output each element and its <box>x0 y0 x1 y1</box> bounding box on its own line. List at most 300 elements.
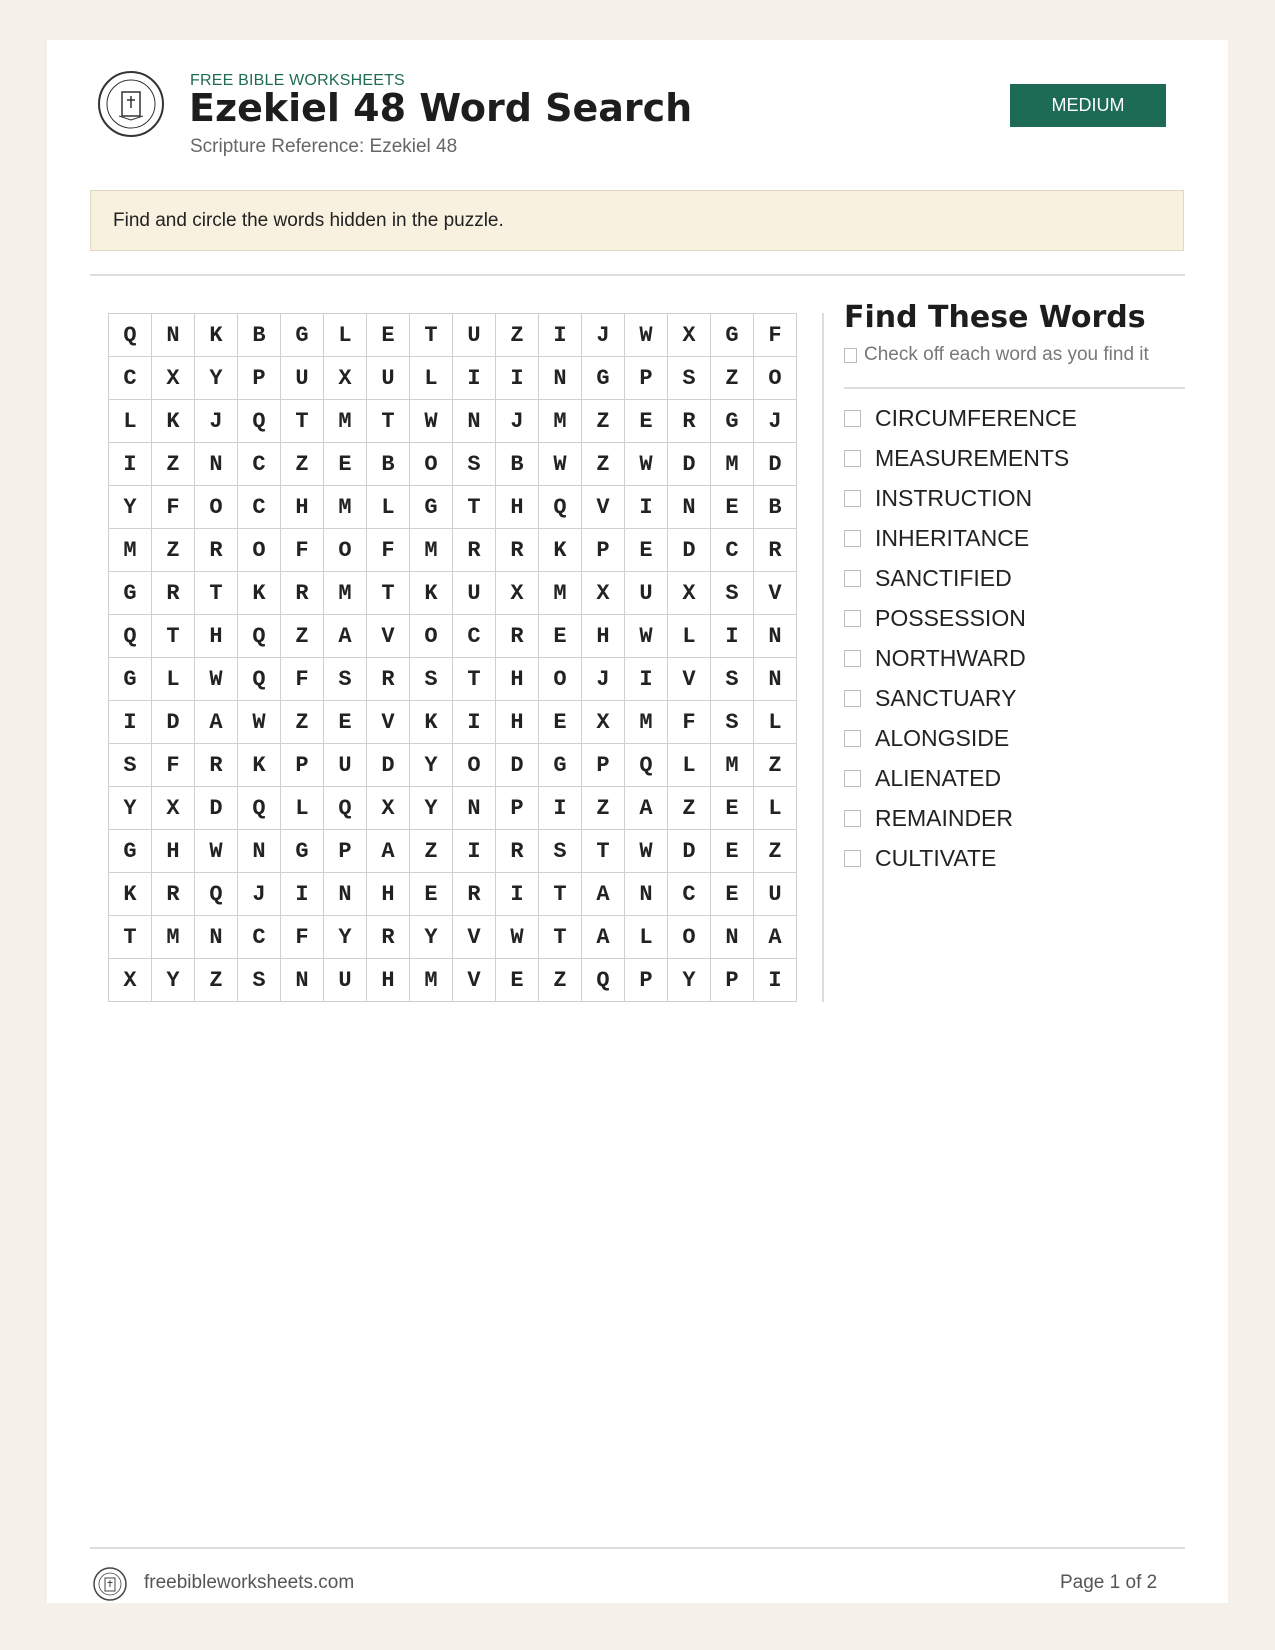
grid-cell[interactable]: D <box>496 744 539 787</box>
grid-cell[interactable]: R <box>496 529 539 572</box>
grid-cell[interactable]: X <box>582 572 625 615</box>
grid-cell[interactable]: L <box>754 701 797 744</box>
word-label: ALONGSIDE <box>875 724 1010 751</box>
grid-cell[interactable]: Z <box>582 787 625 830</box>
grid-cell[interactable]: F <box>152 486 195 529</box>
grid-cell[interactable]: Y <box>109 787 152 830</box>
grid-cell[interactable]: L <box>324 314 367 357</box>
grid-cell[interactable]: W <box>625 830 668 873</box>
grid-cell[interactable]: P <box>625 959 668 1002</box>
grid-cell[interactable]: B <box>367 443 410 486</box>
grid-cell[interactable]: W <box>539 443 582 486</box>
grid-cell[interactable]: S <box>238 959 281 1002</box>
divider <box>90 274 1185 276</box>
grid-cell[interactable]: A <box>324 615 367 658</box>
grid-cell[interactable]: D <box>668 443 711 486</box>
grid-cell[interactable]: Q <box>238 615 281 658</box>
grid-row <box>109 572 797 615</box>
grid-cell[interactable]: K <box>238 744 281 787</box>
grid-cell[interactable]: I <box>496 357 539 400</box>
grid-cell[interactable]: W <box>625 615 668 658</box>
grid-cell[interactable]: X <box>109 959 152 1002</box>
grid-cell[interactable]: F <box>281 529 324 572</box>
grid-cell[interactable]: F <box>754 314 797 357</box>
grid-cell[interactable]: N <box>754 615 797 658</box>
word-list-item <box>844 678 1077 718</box>
grid-cell[interactable]: L <box>367 486 410 529</box>
page-title: Ezekiel 48 Word Search <box>189 86 693 130</box>
grid-cell[interactable]: R <box>152 572 195 615</box>
grid-cell[interactable]: K <box>539 529 582 572</box>
grid-cell[interactable]: J <box>754 400 797 443</box>
word-list-item <box>844 518 1077 558</box>
grid-cell[interactable]: P <box>496 787 539 830</box>
grid-cell[interactable]: P <box>625 357 668 400</box>
grid-cell[interactable]: W <box>238 701 281 744</box>
grid-cell[interactable]: W <box>410 400 453 443</box>
grid-cell[interactable]: Q <box>324 787 367 830</box>
grid-cell[interactable]: S <box>711 572 754 615</box>
grid-cell[interactable]: R <box>453 529 496 572</box>
grid-cell[interactable]: N <box>453 400 496 443</box>
grid-cell[interactable]: T <box>281 400 324 443</box>
grid-cell[interactable]: O <box>754 357 797 400</box>
grid-cell[interactable]: G <box>109 658 152 701</box>
checkbox-icon <box>844 348 857 363</box>
grid-cell[interactable]: U <box>453 572 496 615</box>
grid-cell[interactable]: Z <box>582 443 625 486</box>
grid-cell[interactable]: N <box>195 443 238 486</box>
grid-cell[interactable]: E <box>410 873 453 916</box>
grid-cell[interactable]: M <box>410 959 453 1002</box>
grid-cell[interactable]: S <box>109 744 152 787</box>
grid-cell[interactable]: P <box>582 529 625 572</box>
grid-cell[interactable]: T <box>367 572 410 615</box>
word-checkbox[interactable] <box>844 730 861 747</box>
grid-cell[interactable]: D <box>195 787 238 830</box>
grid-cell[interactable]: L <box>754 787 797 830</box>
grid-cell[interactable]: H <box>195 615 238 658</box>
grid-cell[interactable]: H <box>152 830 195 873</box>
grid-cell[interactable]: G <box>582 357 625 400</box>
grid-cell[interactable]: C <box>238 443 281 486</box>
grid-cell[interactable]: V <box>754 572 797 615</box>
grid-cell[interactable]: K <box>410 701 453 744</box>
grid-cell[interactable]: M <box>152 916 195 959</box>
word-checkbox[interactable] <box>844 850 861 867</box>
grid-cell[interactable]: J <box>496 400 539 443</box>
grid-cell[interactable]: N <box>195 916 238 959</box>
word-list-item <box>844 478 1077 518</box>
word-label: CULTIVATE <box>875 844 997 871</box>
grid-cell[interactable]: I <box>281 873 324 916</box>
grid-cell[interactable]: T <box>410 314 453 357</box>
bible-logo-icon <box>97 70 165 138</box>
grid-cell[interactable]: S <box>711 701 754 744</box>
grid-cell[interactable]: C <box>238 486 281 529</box>
grid-cell[interactable]: G <box>410 486 453 529</box>
word-label: NORTHWARD <box>875 644 1026 671</box>
grid-cell[interactable]: O <box>410 615 453 658</box>
grid-cell[interactable]: I <box>109 701 152 744</box>
grid-cell[interactable]: E <box>367 314 410 357</box>
grid-cell[interactable]: N <box>625 873 668 916</box>
grid-cell[interactable]: I <box>109 443 152 486</box>
word-checkbox[interactable] <box>844 410 861 427</box>
grid-cell[interactable]: L <box>410 357 453 400</box>
grid-cell[interactable]: K <box>410 572 453 615</box>
grid-cell[interactable]: E <box>539 701 582 744</box>
grid-cell[interactable]: E <box>496 959 539 1002</box>
grid-cell[interactable]: H <box>496 658 539 701</box>
grid-cell[interactable]: B <box>754 486 797 529</box>
grid-cell[interactable]: O <box>324 529 367 572</box>
grid-cell[interactable]: T <box>539 916 582 959</box>
grid-cell[interactable]: T <box>152 615 195 658</box>
grid-cell[interactable]: Z <box>754 744 797 787</box>
grid-cell[interactable]: C <box>668 873 711 916</box>
grid-cell[interactable]: Z <box>539 959 582 1002</box>
grid-cell[interactable]: U <box>625 572 668 615</box>
grid-cell[interactable]: Y <box>410 787 453 830</box>
grid-cell[interactable]: Z <box>668 787 711 830</box>
grid-cell[interactable]: A <box>625 787 668 830</box>
grid-cell[interactable]: I <box>453 357 496 400</box>
grid-cell[interactable]: J <box>195 400 238 443</box>
grid-cell[interactable]: I <box>453 830 496 873</box>
grid-cell[interactable]: H <box>496 486 539 529</box>
grid-cell[interactable]: S <box>539 830 582 873</box>
grid-cell[interactable]: X <box>152 787 195 830</box>
grid-cell[interactable]: E <box>539 615 582 658</box>
divider <box>844 387 1185 389</box>
word-checkbox[interactable] <box>844 810 861 827</box>
grid-cell[interactable]: M <box>109 529 152 572</box>
grid-cell[interactable]: R <box>496 615 539 658</box>
grid-cell[interactable]: A <box>367 830 410 873</box>
grid-cell[interactable]: U <box>754 873 797 916</box>
grid-cell[interactable]: M <box>324 486 367 529</box>
grid-cell[interactable]: N <box>668 486 711 529</box>
grid-cell[interactable]: C <box>238 916 281 959</box>
grid-cell[interactable]: X <box>324 357 367 400</box>
grid-cell[interactable]: V <box>367 701 410 744</box>
grid-cell[interactable]: A <box>754 916 797 959</box>
grid-cell[interactable]: X <box>367 787 410 830</box>
word-checkbox[interactable] <box>844 570 861 587</box>
grid-row <box>109 658 797 701</box>
grid-cell[interactable]: N <box>152 314 195 357</box>
grid-cell[interactable]: P <box>238 357 281 400</box>
word-checkbox[interactable] <box>844 610 861 627</box>
grid-cell[interactable]: Q <box>195 873 238 916</box>
grid-cell[interactable]: G <box>281 830 324 873</box>
word-checkbox[interactable] <box>844 690 861 707</box>
grid-cell[interactable]: X <box>152 357 195 400</box>
grid-cell[interactable]: L <box>625 916 668 959</box>
grid-cell[interactable]: F <box>281 658 324 701</box>
grid-cell[interactable]: O <box>539 658 582 701</box>
grid-cell[interactable]: O <box>668 916 711 959</box>
grid-cell[interactable]: R <box>453 873 496 916</box>
grid-cell[interactable]: H <box>582 615 625 658</box>
scripture-reference: Scripture Reference: Ezekiel 48 <box>190 136 458 157</box>
grid-cell[interactable]: I <box>711 615 754 658</box>
grid-cell[interactable]: O <box>195 486 238 529</box>
grid-cell[interactable]: F <box>367 529 410 572</box>
grid-cell[interactable]: U <box>324 959 367 1002</box>
grid-row <box>109 744 797 787</box>
grid-cell[interactable]: L <box>668 615 711 658</box>
grid-cell[interactable]: D <box>668 830 711 873</box>
grid-cell[interactable]: Z <box>152 529 195 572</box>
grid-cell[interactable]: N <box>453 787 496 830</box>
page-number: Page 1 of 2 <box>1060 1572 1158 1593</box>
grid-cell[interactable]: T <box>453 486 496 529</box>
grid-cell[interactable]: P <box>324 830 367 873</box>
grid-cell[interactable]: K <box>238 572 281 615</box>
grid-cell[interactable]: F <box>668 701 711 744</box>
grid-cell[interactable]: K <box>152 400 195 443</box>
grid-cell[interactable]: I <box>539 314 582 357</box>
grid-cell[interactable]: U <box>367 357 410 400</box>
grid-cell[interactable]: W <box>625 443 668 486</box>
grid-cell[interactable]: I <box>625 486 668 529</box>
grid-cell[interactable]: L <box>281 787 324 830</box>
grid-cell[interactable]: I <box>625 658 668 701</box>
grid-cell[interactable]: M <box>410 529 453 572</box>
word-list-hint <box>844 344 1149 366</box>
grid-cell[interactable]: G <box>711 400 754 443</box>
grid-cell[interactable]: B <box>238 314 281 357</box>
grid-row <box>109 400 797 443</box>
grid-cell[interactable]: L <box>109 400 152 443</box>
grid-cell[interactable]: L <box>668 744 711 787</box>
grid-cell[interactable]: G <box>109 830 152 873</box>
grid-cell[interactable]: M <box>539 400 582 443</box>
grid-cell[interactable]: A <box>582 873 625 916</box>
grid-cell[interactable]: N <box>281 959 324 1002</box>
grid-cell[interactable]: H <box>281 486 324 529</box>
grid-cell[interactable]: B <box>496 443 539 486</box>
grid-cell[interactable]: Y <box>152 959 195 1002</box>
grid-cell[interactable]: Z <box>195 959 238 1002</box>
grid-cell[interactable]: T <box>453 658 496 701</box>
grid-cell[interactable]: M <box>711 744 754 787</box>
grid-row <box>109 701 797 744</box>
grid-cell[interactable]: M <box>324 572 367 615</box>
grid-cell[interactable]: W <box>195 658 238 701</box>
grid-cell[interactable]: N <box>711 916 754 959</box>
word-label: CIRCUMFERENCE <box>875 404 1077 431</box>
grid-cell[interactable]: R <box>195 744 238 787</box>
grid-cell[interactable]: G <box>281 314 324 357</box>
grid-cell[interactable]: Z <box>152 443 195 486</box>
grid-cell[interactable]: T <box>367 400 410 443</box>
grid-cell[interactable]: X <box>582 701 625 744</box>
grid-cell[interactable]: S <box>453 443 496 486</box>
grid-cell[interactable]: R <box>195 529 238 572</box>
word-checkbox[interactable] <box>844 770 861 787</box>
grid-cell[interactable]: Z <box>582 400 625 443</box>
grid-cell[interactable]: E <box>711 830 754 873</box>
grid-cell[interactable]: Q <box>238 658 281 701</box>
grid-cell[interactable]: F <box>281 916 324 959</box>
word-checkbox[interactable] <box>844 530 861 547</box>
grid-cell[interactable]: Q <box>238 400 281 443</box>
grid-cell[interactable]: E <box>324 701 367 744</box>
grid-cell[interactable]: V <box>453 959 496 1002</box>
grid-cell[interactable]: C <box>109 357 152 400</box>
grid-cell[interactable]: C <box>711 529 754 572</box>
grid-cell[interactable]: P <box>281 744 324 787</box>
grid-cell[interactable]: J <box>582 658 625 701</box>
word-checkbox[interactable] <box>844 450 861 467</box>
grid-cell[interactable]: Q <box>238 787 281 830</box>
grid-cell[interactable]: Q <box>539 486 582 529</box>
grid-cell[interactable]: Z <box>281 701 324 744</box>
column-divider <box>822 313 824 1002</box>
word-checkbox[interactable] <box>844 650 861 667</box>
grid-cell[interactable]: O <box>238 529 281 572</box>
grid-cell[interactable]: S <box>410 658 453 701</box>
grid-cell[interactable]: L <box>152 658 195 701</box>
grid-cell[interactable]: N <box>539 357 582 400</box>
grid-cell[interactable]: W <box>195 830 238 873</box>
grid-row <box>109 529 797 572</box>
grid-cell[interactable]: Z <box>410 830 453 873</box>
grid-cell[interactable]: R <box>668 400 711 443</box>
grid-cell[interactable]: J <box>582 314 625 357</box>
grid-cell[interactable]: A <box>195 701 238 744</box>
grid-cell[interactable]: R <box>152 873 195 916</box>
grid-cell[interactable]: K <box>195 314 238 357</box>
grid-cell[interactable]: E <box>625 529 668 572</box>
grid-cell[interactable]: T <box>539 873 582 916</box>
grid-cell[interactable]: I <box>453 701 496 744</box>
grid-cell[interactable]: Y <box>324 916 367 959</box>
grid-cell[interactable]: M <box>539 572 582 615</box>
grid-cell[interactable]: Q <box>582 959 625 1002</box>
grid-cell[interactable]: S <box>324 658 367 701</box>
word-label: POSSESSION <box>875 604 1026 631</box>
grid-cell[interactable]: Y <box>109 486 152 529</box>
grid-cell[interactable]: R <box>281 572 324 615</box>
footer-divider <box>90 1547 1185 1549</box>
grid-cell[interactable]: R <box>496 830 539 873</box>
grid-cell[interactable]: O <box>453 744 496 787</box>
grid-cell[interactable]: Z <box>281 443 324 486</box>
word-list-item <box>844 438 1077 478</box>
grid-cell[interactable]: W <box>625 314 668 357</box>
grid-cell[interactable]: F <box>152 744 195 787</box>
grid-cell[interactable]: Y <box>195 357 238 400</box>
grid-cell[interactable]: R <box>367 916 410 959</box>
grid-cell[interactable]: R <box>367 658 410 701</box>
grid-cell[interactable]: N <box>754 658 797 701</box>
grid-cell[interactable]: Z <box>281 615 324 658</box>
grid-cell[interactable]: V <box>367 615 410 658</box>
grid-cell[interactable]: I <box>539 787 582 830</box>
worksheet-page <box>47 40 1228 1603</box>
grid-cell[interactable]: O <box>410 443 453 486</box>
grid-cell[interactable]: S <box>668 357 711 400</box>
grid-cell[interactable]: G <box>109 572 152 615</box>
grid-cell[interactable]: U <box>281 357 324 400</box>
grid-cell[interactable]: M <box>711 443 754 486</box>
grid-cell[interactable]: Y <box>410 744 453 787</box>
word-label: SANCTIFIED <box>875 564 1012 591</box>
grid-cell[interactable]: E <box>711 486 754 529</box>
grid-cell[interactable]: Q <box>109 314 152 357</box>
grid-cell[interactable]: I <box>754 959 797 1002</box>
grid-cell[interactable]: X <box>496 572 539 615</box>
grid-cell[interactable]: D <box>754 443 797 486</box>
word-checkbox[interactable] <box>844 490 861 507</box>
grid-cell[interactable]: A <box>582 916 625 959</box>
grid-cell[interactable]: E <box>711 873 754 916</box>
grid-cell[interactable]: E <box>625 400 668 443</box>
grid-cell[interactable]: K <box>109 873 152 916</box>
grid-cell[interactable]: W <box>496 916 539 959</box>
word-search-grid[interactable] <box>108 313 797 1002</box>
grid-cell[interactable]: V <box>453 916 496 959</box>
grid-cell[interactable]: E <box>711 787 754 830</box>
word-list-item <box>844 758 1077 798</box>
word-list-item <box>844 398 1077 438</box>
grid-cell[interactable]: V <box>668 658 711 701</box>
grid-cell[interactable]: V <box>582 486 625 529</box>
grid-cell[interactable]: I <box>496 873 539 916</box>
grid-cell[interactable]: Z <box>496 314 539 357</box>
grid-cell[interactable]: P <box>582 744 625 787</box>
grid-cell[interactable]: Q <box>625 744 668 787</box>
grid-cell[interactable]: U <box>324 744 367 787</box>
instructions-box <box>90 190 1184 251</box>
grid-cell[interactable]: G <box>711 314 754 357</box>
grid-cell[interactable]: S <box>711 658 754 701</box>
grid-cell[interactable]: R <box>754 529 797 572</box>
grid-cell[interactable]: M <box>324 400 367 443</box>
grid-cell[interactable]: T <box>582 830 625 873</box>
grid-cell[interactable]: E <box>324 443 367 486</box>
grid-cell[interactable]: H <box>367 959 410 1002</box>
grid-cell[interactable]: J <box>238 873 281 916</box>
grid-cell[interactable]: D <box>668 529 711 572</box>
grid-cell[interactable]: Q <box>109 615 152 658</box>
grid-cell[interactable]: Z <box>711 357 754 400</box>
grid-cell[interactable]: T <box>109 916 152 959</box>
grid-cell[interactable]: T <box>195 572 238 615</box>
grid-cell[interactable]: D <box>152 701 195 744</box>
grid-cell[interactable]: Y <box>668 959 711 1002</box>
grid-cell[interactable]: X <box>668 314 711 357</box>
grid-cell[interactable]: H <box>367 873 410 916</box>
grid-cell[interactable]: Z <box>754 830 797 873</box>
grid-cell[interactable]: H <box>496 701 539 744</box>
word-list-item <box>844 718 1077 758</box>
grid-cell[interactable]: X <box>668 572 711 615</box>
grid-cell[interactable]: Y <box>410 916 453 959</box>
grid-cell[interactable]: N <box>238 830 281 873</box>
grid-cell[interactable]: G <box>539 744 582 787</box>
grid-cell[interactable]: D <box>367 744 410 787</box>
grid-cell[interactable]: M <box>625 701 668 744</box>
grid-cell[interactable]: U <box>453 314 496 357</box>
grid-cell[interactable]: N <box>324 873 367 916</box>
grid-cell[interactable]: C <box>453 615 496 658</box>
grid-cell[interactable]: P <box>711 959 754 1002</box>
